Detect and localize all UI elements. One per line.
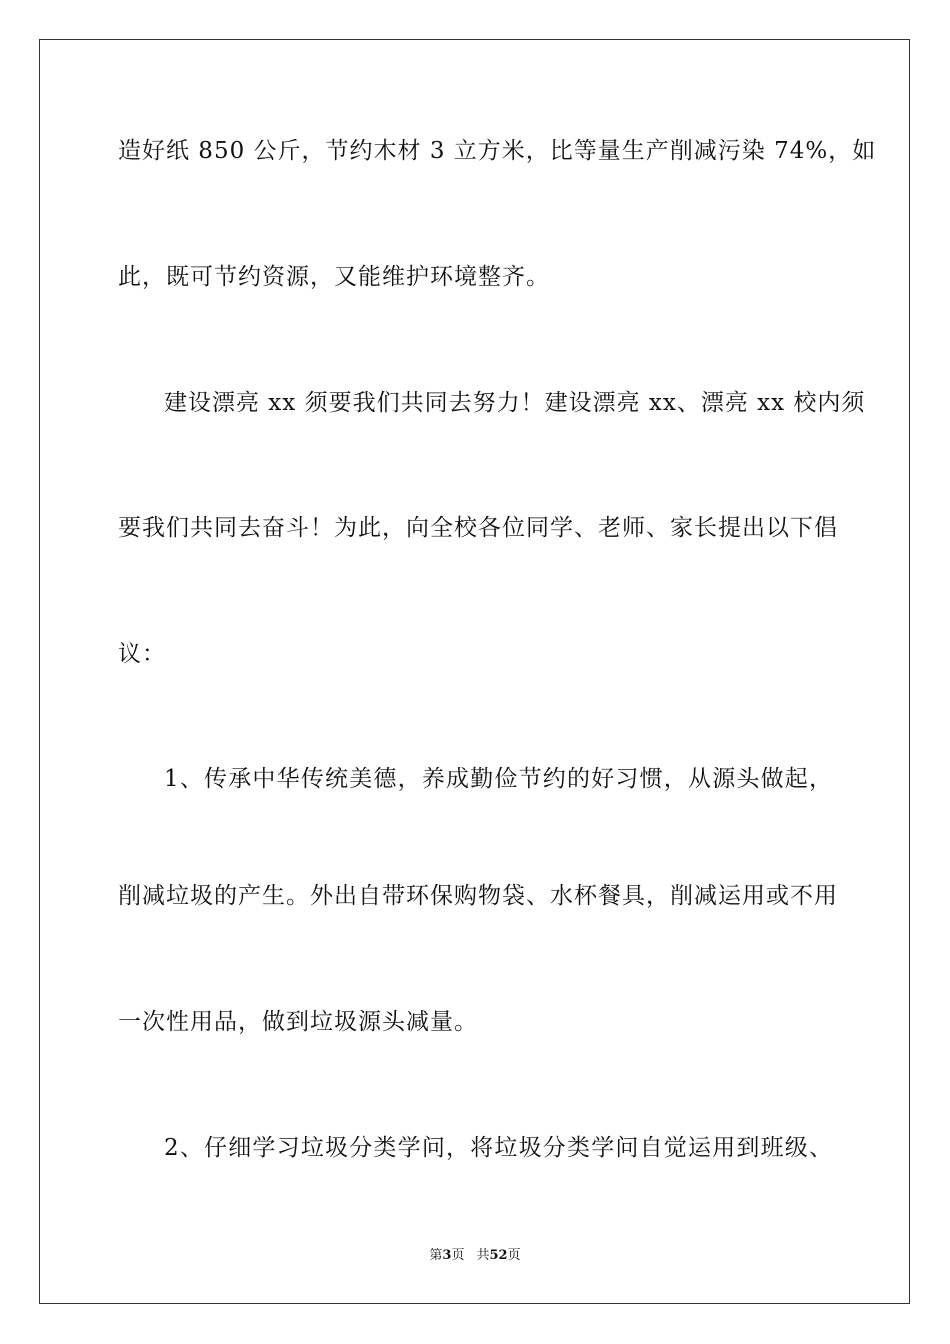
footer-total-prefix: 共	[476, 1248, 490, 1263]
footer-total-suffix: 页	[507, 1248, 521, 1263]
text-line-5: 议：	[118, 641, 166, 667]
footer-page-prefix: 第	[429, 1248, 443, 1263]
footer-page-suffix: 页	[451, 1248, 465, 1263]
page-footer	[0, 1247, 950, 1265]
text-line-7: 削减垃圾的产生。外出自带环保购物袋、水杯餐具，削减运用或不用	[118, 883, 838, 909]
footer-page-number: 3	[442, 1248, 452, 1263]
text-line-2: 此，既可节约资源，又能维护环境整齐。	[118, 264, 550, 290]
text-line-6: 1、传承中华传统美德，养成勤俭节约的好习惯，从源头做起，	[164, 766, 833, 792]
text-line-8: 一次性用品，做到垃圾源头减量。	[118, 1009, 478, 1035]
text-line-3: 建设漂亮 xx 须要我们共同去努力！建设漂亮 xx、漂亮 xx 校内须	[164, 390, 866, 416]
text-line-1: 造好纸 850 公斤，节约木材 3 立方米，比等量生产削减污染 74%，如	[118, 138, 877, 164]
footer-total-pages: 52	[489, 1248, 508, 1263]
text-line-4: 要我们共同去奋斗！为此，向全校各位同学、老师、家长提出以下倡	[118, 515, 838, 541]
page-border	[39, 39, 910, 1304]
text-line-9: 2、仔细学习垃圾分类学问，将垃圾分类学问自觉运用到班级、	[164, 1135, 833, 1161]
